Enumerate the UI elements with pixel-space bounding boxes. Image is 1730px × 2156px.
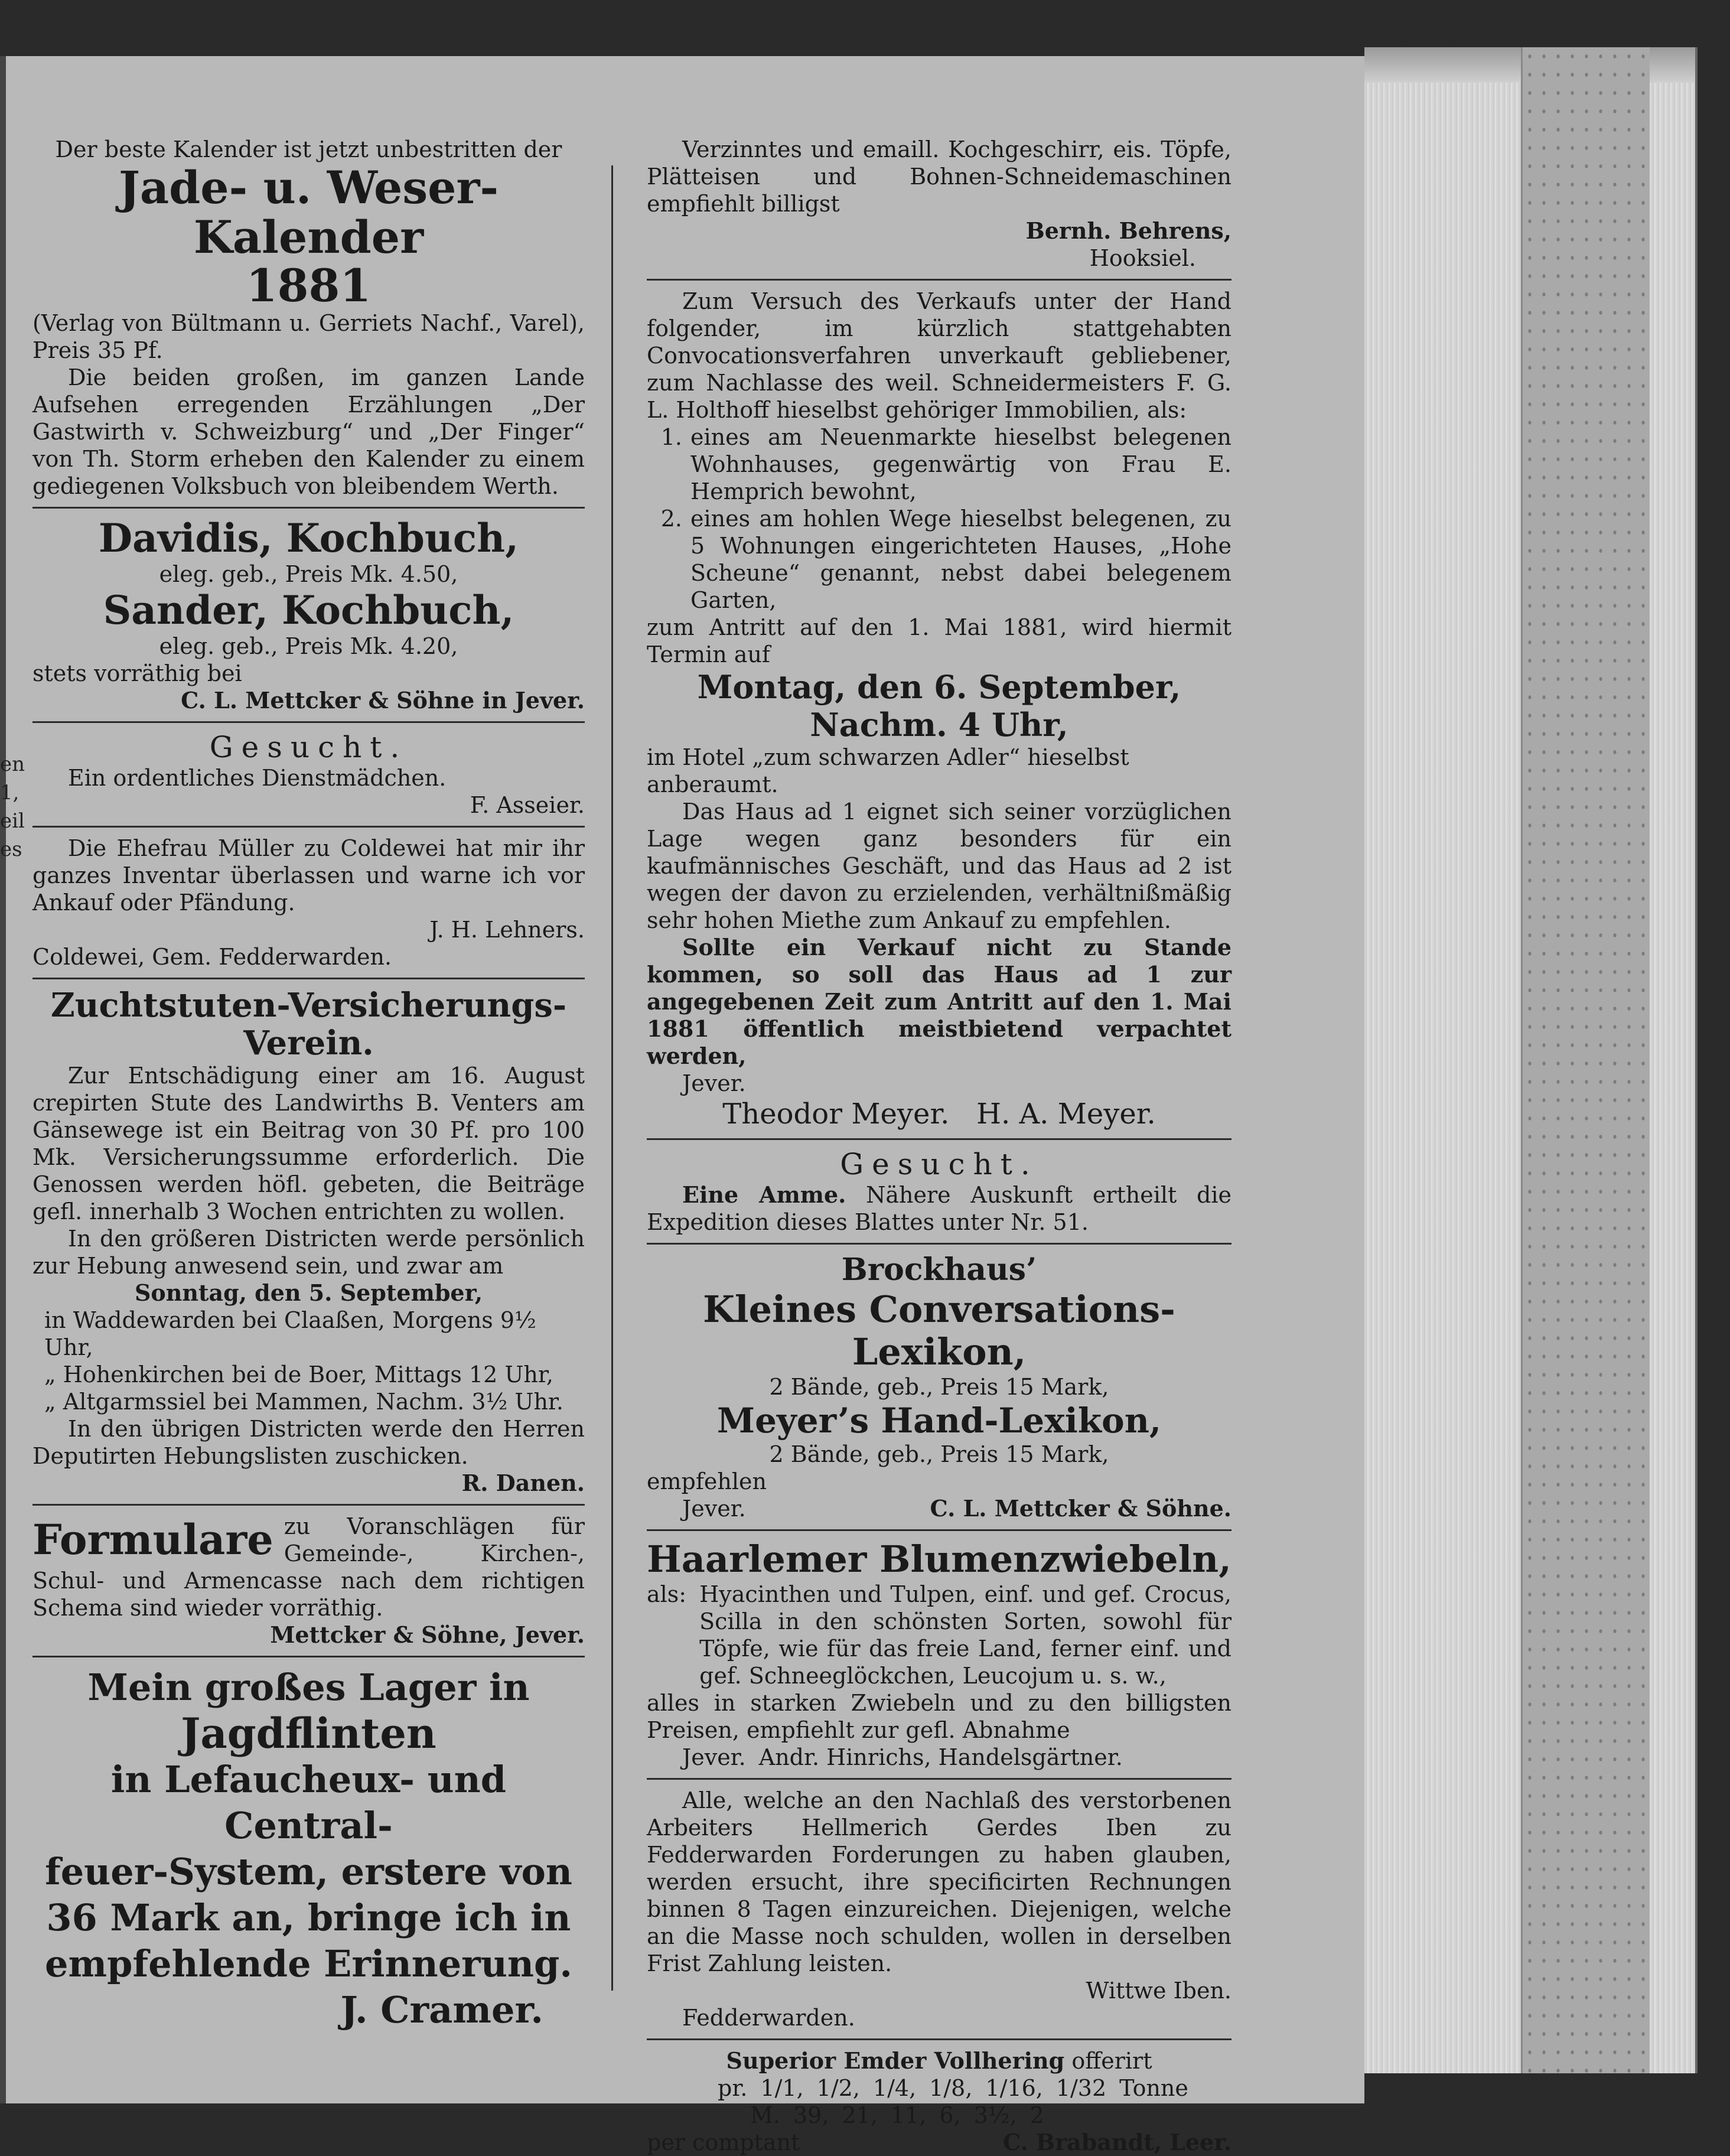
ad-kalender bbox=[32, 136, 585, 500]
mueller-signature: J. H. Lehners. bbox=[429, 917, 585, 943]
divider bbox=[647, 1529, 1231, 1531]
zucht-title-1: Zuchtstuten-Versicherungs- bbox=[50, 986, 567, 1025]
gesucht-amme-lead: Eine Amme. bbox=[682, 1181, 846, 1208]
lexikon-title-3: Meyer’s Hand-Lexikon, bbox=[716, 1401, 1162, 1441]
left-column bbox=[32, 136, 585, 2033]
margin-fragment: eil bbox=[0, 809, 25, 833]
kochbuch-price-2: eleg. geb., Preis Mk. 4.20, bbox=[159, 633, 458, 659]
lexikon-recommend: empfehlen bbox=[647, 1468, 767, 1494]
holthoff-time: Nachm. 4 Uhr, bbox=[810, 706, 1068, 744]
lexikon-price-1: 2 Bände, geb., Preis 15 Mark, bbox=[769, 1374, 1109, 1400]
previous-page-margin bbox=[0, 750, 25, 1991]
hering-m-label: M. bbox=[750, 2102, 780, 2128]
ad-kochbuch bbox=[32, 516, 585, 714]
zucht-place-1: in Waddewarden bei Claaßen, Morgens 9½ Uhr, bbox=[44, 1307, 536, 1360]
ad-iben bbox=[647, 1787, 1231, 2031]
divider bbox=[647, 279, 1231, 281]
mueller-place: Coldewei, Gem. Fedderwarden. bbox=[32, 944, 392, 970]
ad-gesucht-dienstmaedchen bbox=[32, 730, 585, 819]
kalender-year: 1881 bbox=[246, 259, 372, 312]
blumen-body: Hyacinthen und Tulpen, einf. und gef. Crocus, Scilla in den schönsten Sorten, sowohl für Töpfe, wie für das freie Land, ferner einf. und gef. Schneeglöckchen, Leucojum u. s. w., bbox=[699, 1581, 1231, 1689]
margin-fragment: en bbox=[0, 753, 25, 776]
holthoff-item-text: eines am hohlen Wege hieselbst belegenen, zu 5 Wohnungen eingerichteten Hauses, „Hohe Scheune“ genannt, nebst dabei belegenem Garten, bbox=[690, 506, 1231, 613]
hering-prices-row bbox=[647, 2102, 1231, 2129]
divider bbox=[32, 1656, 585, 1657]
jagd-line: Mein großes Lager in bbox=[87, 1666, 530, 1709]
hering-fraction: 1/2, bbox=[816, 2075, 860, 2101]
hering-price: 39, bbox=[793, 2102, 829, 2128]
hering-price: 2 bbox=[1029, 2102, 1044, 2128]
blumen-body-2: alles in starken Zwiebeln und zu den billigsten Preisen, empfiehlt zur gefl. Abnahme bbox=[647, 1690, 1231, 1743]
kochbuch-signature: C. L. Mettcker & Söhne in Jever. bbox=[181, 687, 585, 714]
divider bbox=[32, 1504, 585, 1506]
hering-unit: Tonne bbox=[1119, 2075, 1188, 2101]
holthoff-item bbox=[647, 505, 1231, 614]
margin-fragment: 1, bbox=[0, 781, 19, 805]
hering-offer: offerirt bbox=[1071, 2048, 1152, 2074]
divider bbox=[32, 826, 585, 828]
divider bbox=[32, 507, 585, 509]
iben-body: Alle, welche an den Nachlaß des verstorbenen Arbeiters Hellmerich Gerdes Iben zu Fedderwarden Forderungen zu haben glauben, werden ersucht, ihre specificirten Rechnungen binnen 8 Tagen einzureichen. Diejenigen, welche an die Masse noch schulden, wollen in derselben Frist Zahlung leisten. bbox=[647, 1787, 1231, 1976]
ad-blumenzwiebeln bbox=[647, 1538, 1231, 1771]
holthoff-signature: Theodor Meyer. H. A. Meyer. bbox=[722, 1097, 1156, 1131]
zucht-date: Sonntag, den 5. September, bbox=[134, 1279, 483, 1306]
holthoff-place: Jever. bbox=[682, 1070, 746, 1096]
holthoff-item-text: eines am Neuenmarkte hieselbst belegenen Wohnhauses, gegenwärtig von Frau E. Hemprich bewohnt, bbox=[690, 424, 1231, 504]
holthoff-body: Zum Versuch des Verkaufs unter der Hand folgender, im kürzlich stattgehabten Convocationsverfahren unverkauft gebliebener, zum Nachlasse des weil. Schneidermeisters F. G. L. Holthoff hieselbst gehöriger Immobilien, als: bbox=[647, 288, 1231, 423]
ad-holthoff bbox=[647, 288, 1231, 1131]
hering-terms: per comptant bbox=[647, 2129, 800, 2155]
kochbuch-stock: stets vorräthig bei bbox=[32, 660, 242, 686]
hering-price: 3½, bbox=[973, 2102, 1017, 2128]
behrens-body: Verzinntes und emaill. Kochgeschirr, eis. Töpfe, Plätteisen und Bohnen-Schneidemaschinen empfiehlt billigst bbox=[647, 136, 1231, 217]
lexikon-signature: C. L. Mettcker & Söhne. bbox=[930, 1495, 1231, 1522]
lexikon-title-2: Kleines Conversations-Lexikon, bbox=[703, 1288, 1175, 1373]
gesucht-amme-title: Gesucht. bbox=[840, 1147, 1038, 1181]
book-cover-edge bbox=[1521, 47, 1650, 2073]
column-rule bbox=[611, 165, 613, 1991]
zucht-body-3: In den übrigen Districten werde den Herren Deputirten Hebungslisten zuschicken. bbox=[32, 1416, 585, 1469]
kochbuch-title-1: Davidis, Kochbuch, bbox=[98, 515, 519, 561]
gesucht-body: Ein ordentliches Dienstmädchen. bbox=[68, 765, 447, 791]
holthoff-item-number: 1. bbox=[660, 424, 682, 450]
lexikon-title-1: Brockhaus’ bbox=[841, 1252, 1037, 1288]
ad-vollhering bbox=[647, 2047, 1231, 2156]
blumen-title: Haarlemer Blumenzwiebeln, bbox=[647, 1538, 1231, 1581]
hering-title: Superior Emder Vollhering bbox=[726, 2047, 1065, 2074]
hering-fraction: 1/16, bbox=[985, 2075, 1043, 2101]
formulare-signature: Mettcker & Söhne, Jever. bbox=[270, 1621, 585, 1648]
holthoff-item bbox=[647, 424, 1231, 505]
holthoff-body-2: zum Antritt auf den 1. Mai 1881, wird hiermit Termin auf bbox=[647, 614, 1231, 667]
zucht-place-2: „ Hohenkirchen bei de Boer, Mittags 12 Uhr, bbox=[44, 1362, 553, 1388]
hering-price: 11, bbox=[890, 2102, 927, 2128]
hering-fraction: 1/4, bbox=[872, 2075, 917, 2101]
zucht-place-3: „ Altgarmssiel bei Mammen, Nachm. 3½ Uhr. bbox=[44, 1389, 563, 1415]
margin-fragment: es bbox=[0, 838, 22, 861]
blumen-place: Jever. bbox=[682, 1744, 746, 1770]
gesucht-title: Gesucht. bbox=[209, 730, 408, 764]
behrens-signature: Bernh. Behrens, bbox=[1025, 217, 1231, 244]
holthoff-body-3: im Hotel „zum schwarzen Adler“ hieselbst anberaumt. bbox=[647, 744, 1129, 797]
kalender-intro: Der beste Kalender ist jetzt unbestritten der bbox=[55, 136, 562, 162]
jagd-line: empfehlende Erinnerung. bbox=[45, 1942, 572, 1985]
mueller-body: Die Ehefrau Müller zu Coldewei hat mir ihr ganzes Inventar überlassen und warne ich vor Ankauf oder Pfändung. bbox=[32, 835, 585, 916]
jagd-line: 36 Mark an, bringe ich in bbox=[46, 1896, 571, 1939]
behrens-place: Hooksiel. bbox=[1089, 245, 1196, 271]
blumen-signature: Andr. Hinrichs, Handelsgärtner. bbox=[758, 1744, 1123, 1770]
holthoff-date: Montag, den 6. September, bbox=[697, 668, 1181, 706]
hering-pr-label: pr. bbox=[718, 2075, 748, 2101]
iben-signature: Wittwe Iben. bbox=[1086, 1978, 1231, 2004]
zucht-body-1: Zur Entschädigung einer am 16. August crepirten Stute des Landwirths B. Venters am Gänsewege ist ein Beitrag von 30 Pf. pro 100 Mk. Versicherungssumme erforderlich. Die Genossen werden höfl. gebeten, die Beiträge gefl. innerhalb 3 Wochen entrichten zu wollen. bbox=[32, 1063, 585, 1224]
divider bbox=[647, 1138, 1231, 1140]
jagd-line: in Lefaucheux- und Central- bbox=[110, 1758, 507, 1847]
jagd-line: Jagdflinten bbox=[181, 1709, 436, 1758]
ad-behrens bbox=[647, 136, 1231, 272]
hering-fraction: 1/8, bbox=[929, 2075, 973, 2101]
formulare-body: zu Voranschlägen für Gemeinde-, Kirchen-, Schul- und Armencasse nach dem richtigen Schema sind wieder vorräthig. bbox=[32, 1513, 585, 1621]
jagd-line: feuer-System, erstere von bbox=[45, 1850, 572, 1893]
ad-mueller bbox=[32, 835, 585, 970]
formulare-title: Formulare bbox=[32, 1515, 273, 1564]
ad-gesucht-amme bbox=[647, 1147, 1231, 1236]
ad-lexikon bbox=[647, 1252, 1231, 1522]
ad-zuchtstuten bbox=[32, 986, 585, 1497]
lexikon-place: Jever. bbox=[682, 1496, 746, 1522]
kalender-body-2: Die beiden großen, im ganzen Lande Aufsehen erregenden Erzählungen „Der Gastwirth v. Schweizburg“ und „Der Finger“ von Th. Storm erheben den Kalender zu einem gediegenen Volksbuch von bleibendem Werth. bbox=[32, 364, 585, 499]
hering-fraction: 1/1, bbox=[760, 2075, 804, 2101]
divider bbox=[32, 721, 585, 723]
hering-price: 21, bbox=[842, 2102, 878, 2128]
jagd-signature: J. Cramer. bbox=[340, 1988, 543, 2031]
divider bbox=[32, 978, 585, 979]
divider bbox=[647, 1778, 1231, 1780]
holthoff-body-4: Das Haus ad 1 eignet sich seiner vorzüglichen Lage wegen ganz besonders für ein kaufmännisches Geschäft, und das Haus ad 2 ist wegen der davon zu erzielenden, verhältnißmäßig sehr hohen Miethe zum Ankauf zu empfehlen. bbox=[647, 799, 1231, 933]
zucht-signature: R. Danen. bbox=[461, 1470, 585, 1496]
right-column bbox=[647, 136, 1231, 2156]
hering-fraction: 1/32 bbox=[1055, 2075, 1107, 2101]
holthoff-body-5: Sollte ein Verkauf nicht zu Stande kommen, so soll das Haus ad 1 zur angegebenen Zeit zum Antritt auf den 1. Mai 1881 öffentlich meistbietend verpachtet werden, bbox=[647, 934, 1231, 1069]
lexikon-price-2: 2 Bände, geb., Preis 15 Mark, bbox=[769, 1441, 1109, 1467]
kalender-body-1: (Verlag von Bültmann u. Gerriets Nachf., Varel), Preis 35 Pf. bbox=[32, 310, 585, 363]
ad-jagdflinten bbox=[32, 1665, 585, 2033]
kochbuch-price-1: eleg. geb., Preis Mk. 4.50, bbox=[159, 561, 458, 587]
hering-signature: C. Brabandt, Leer. bbox=[1002, 2129, 1231, 2155]
divider bbox=[647, 1243, 1231, 1245]
ad-formulare bbox=[32, 1513, 585, 1649]
gesucht-amme-body: Nähere Auskunft ertheilt die Expedition dieses Blattes unter Nr. 51. bbox=[647, 1182, 1231, 1235]
zucht-body-2: In den größeren Districten werde persönlich zur Hebung anwesend sein, und zwar am bbox=[32, 1226, 585, 1279]
holthoff-item-number: 2. bbox=[660, 506, 682, 532]
kalender-title: Jade- u. Weser-Kalender bbox=[118, 161, 499, 263]
gesucht-signature: F. Asseier. bbox=[470, 792, 585, 818]
divider bbox=[647, 2038, 1231, 2040]
zucht-title-2: Verein. bbox=[243, 1024, 374, 1063]
hering-price: 6, bbox=[939, 2102, 961, 2128]
iben-place: Fedderwarden. bbox=[682, 2005, 855, 2031]
hering-fractions-row bbox=[647, 2074, 1231, 2102]
kochbuch-title-2: Sander, Kochbuch, bbox=[103, 587, 514, 633]
blumen-lead: als: bbox=[647, 1581, 687, 1607]
